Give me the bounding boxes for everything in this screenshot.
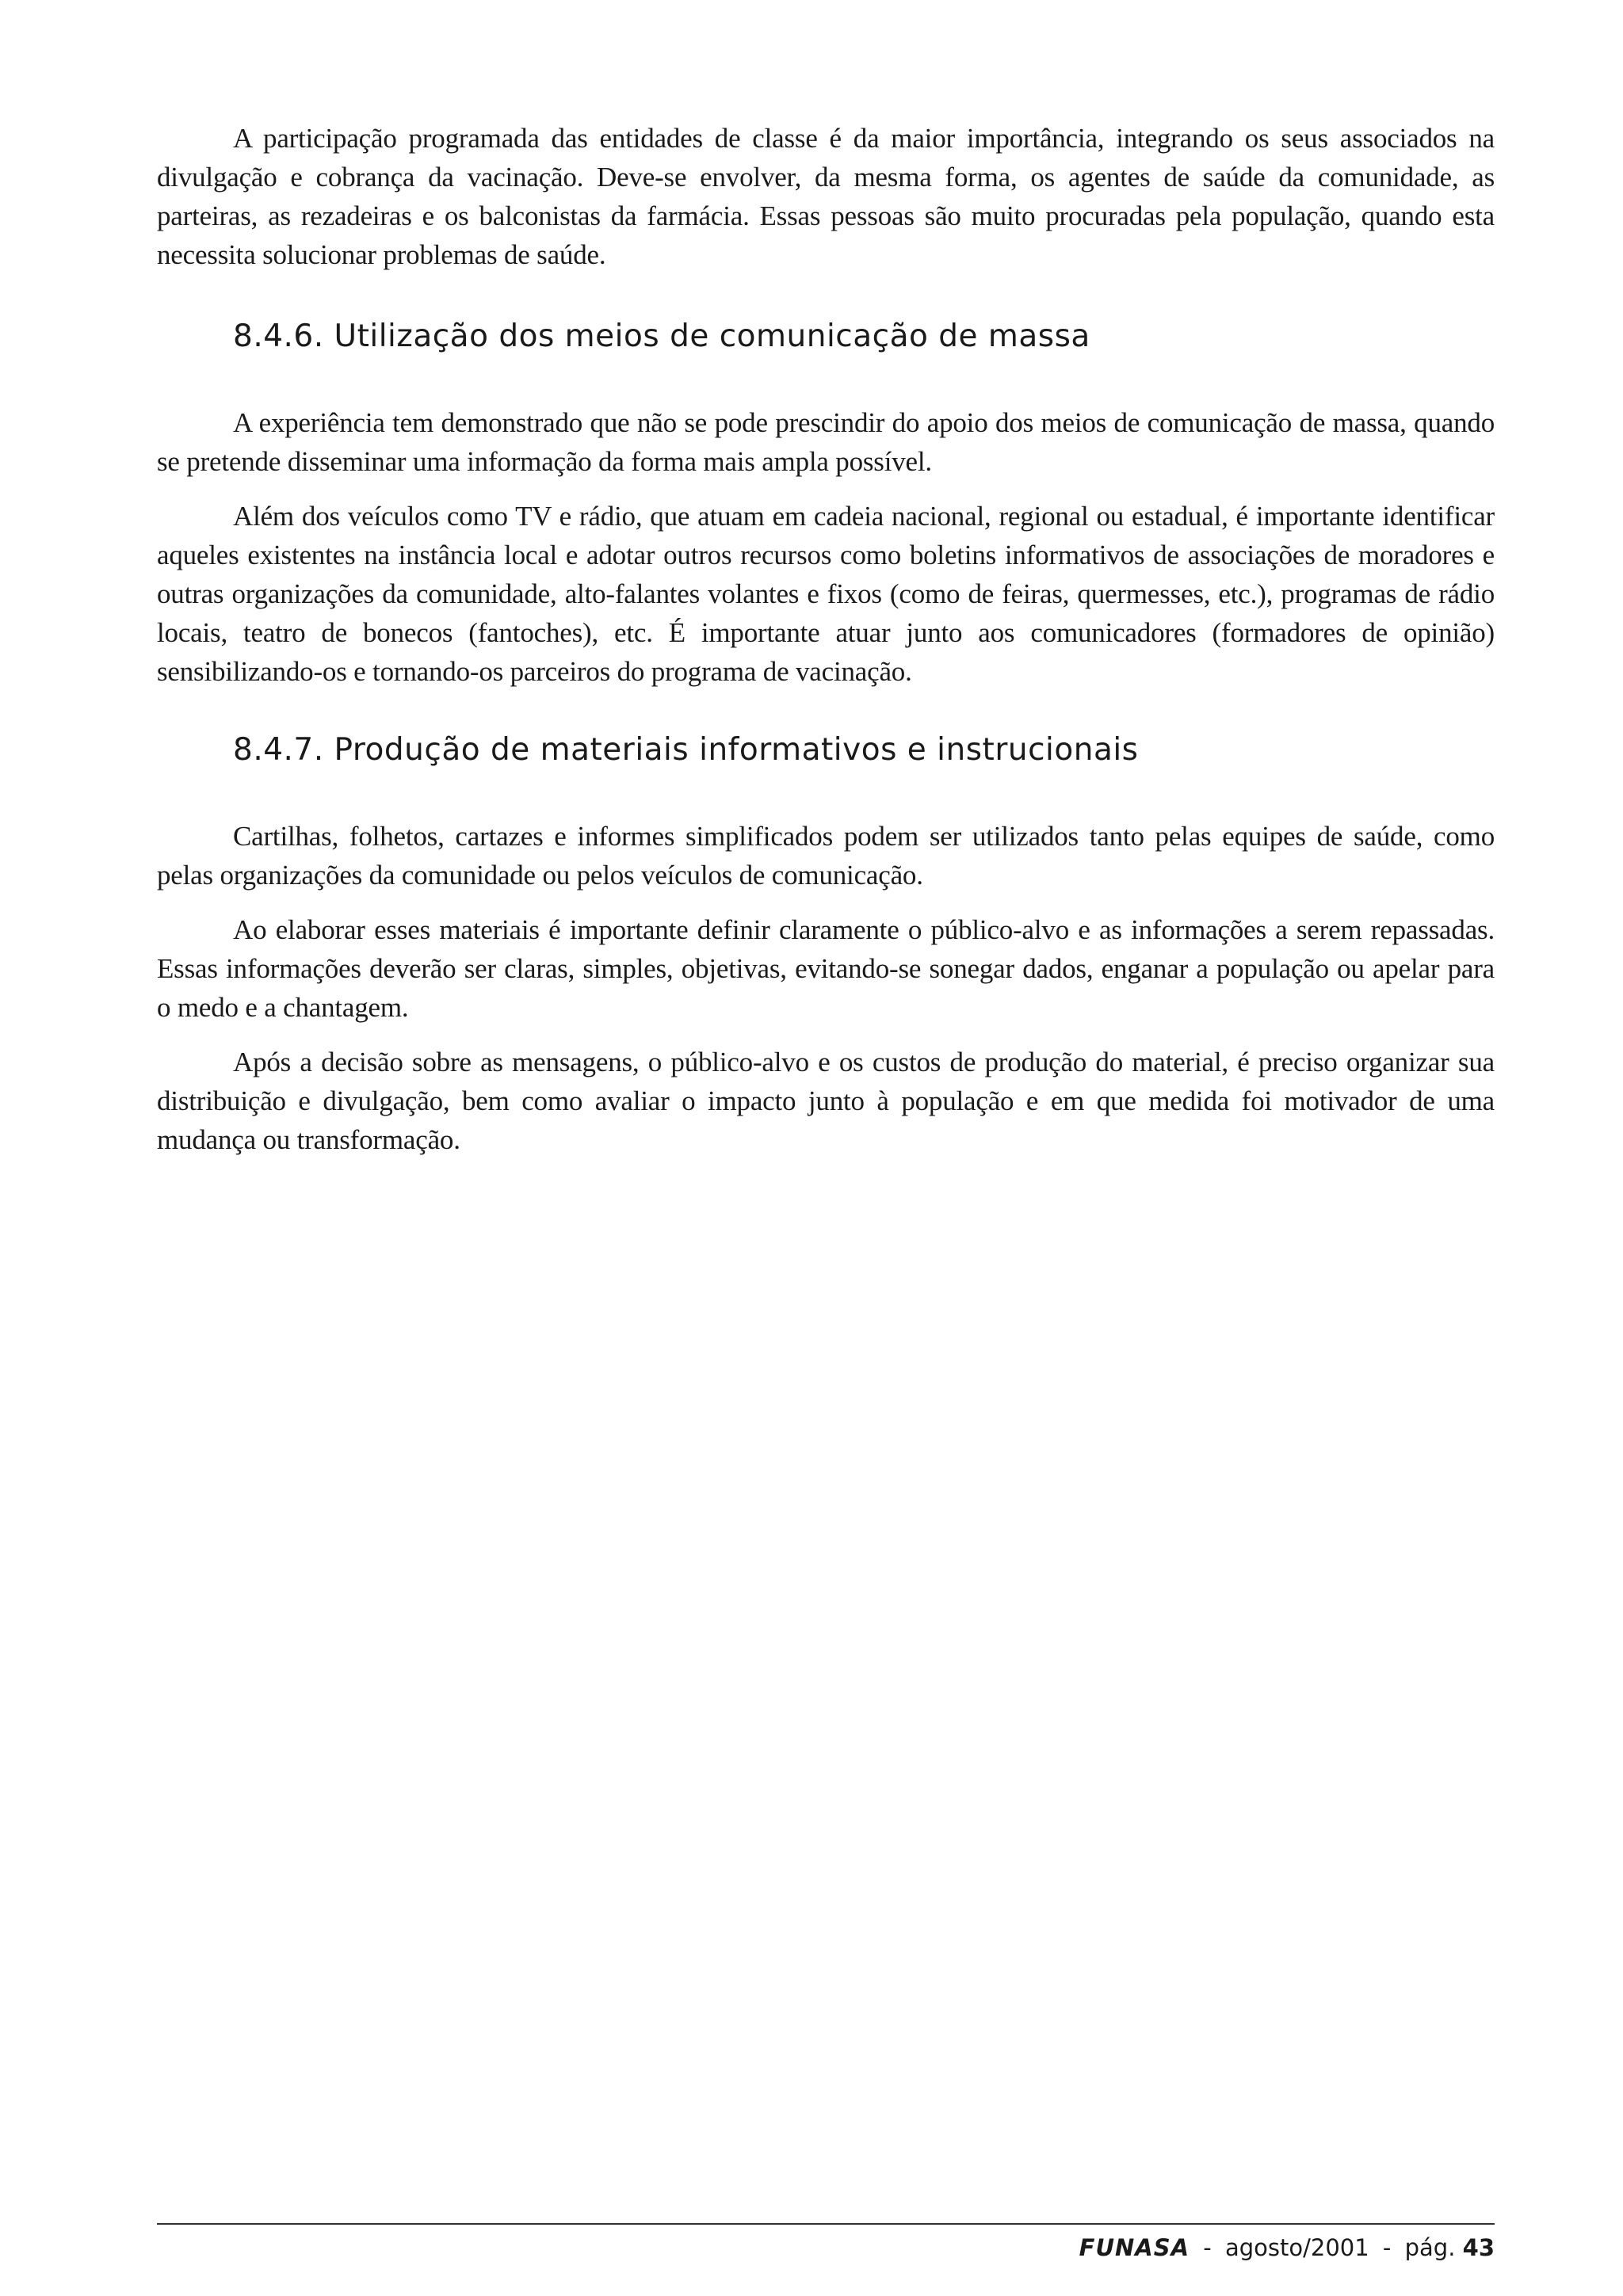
footer-divider bbox=[157, 2223, 1495, 2225]
footer-page-number: 43 bbox=[1462, 2234, 1495, 2261]
section-8-4-7-paragraph-1: Cartilhas, folhetos, cartazes e informes simplificados podem ser utilizados tanto pelas equipes de saúde, como pelas organizações da comunidade ou pelos veículos de comunicação. bbox=[157, 821, 1495, 891]
section-8-4-6-paragraph-2: Além dos veículos como TV e rádio, que atuam em cadeia nacional, regional ou estadual, é importante identificar aqueles existentes na instância local e adotar outros recursos como boletins informativos de associações de moradores e outras organizações da comunidade, alto-falantes volantes e fixos (como de feiras, quermesses, etc.), programas de rádio locais, teatro de bonecos (fantoches), etc. É importante atuar junto aos comunicadores (formadores de opinião) sensibilizando-os e tornando-os parceiros do programa de vacinação. bbox=[157, 501, 1495, 687]
section-8-4-6-paragraph-1: A experiência tem demonstrado que não se pode prescindir do apoio dos meios de comunicação de massa, quando se pretende disseminar uma informação da forma mais ampla possível. bbox=[157, 407, 1495, 477]
section-8-4-7-paragraph-2: Ao elaborar esses materiais é importante definir claramente o público-alvo e as informações a serem repassadas. Essas informações deverão ser claras, simples, objetivas, evitando-se sonegar dados, enganar a população ou apelar para o medo e a chantagem. bbox=[157, 914, 1495, 1023]
section-8-4-7-paragraph-3: Após a decisão sobre as mensagens, o público-alvo e os custos de produção do material, é preciso organizar sua distribuição e divulgação, bem como avaliar o impacto junto à população e em que medida foi motivador de uma mudança ou transformação. bbox=[157, 1047, 1495, 1155]
footer-page-label: pág. bbox=[1404, 2234, 1456, 2261]
footer-brand: FUNASA bbox=[1079, 2234, 1190, 2261]
footer-separator: - bbox=[1382, 2234, 1392, 2261]
intro-paragraph: A participação programada das entidades de classe é da maior importância, integrando os seus associados na divulgação e cobrança da vacinação. Deve-se envolver, da mesma forma, os agentes de saúde da comunidade, as parteiras, as rezadeiras e os balconistas da farmácia. Essas pessoas são muito procuradas pela população, quando esta necessita solucionar problemas de saúde. bbox=[157, 123, 1495, 270]
section-heading-8-4-7: 8.4.7. Produção de materiais informativos e instrucionais bbox=[233, 732, 1139, 768]
footer-separator: - bbox=[1203, 2234, 1212, 2261]
footer-date: agosto/2001 bbox=[1224, 2234, 1369, 2261]
document-page bbox=[157, 119, 1495, 1175]
page-footer bbox=[1079, 2234, 1495, 2261]
section-heading-8-4-6: 8.4.6. Utilização dos meios de comunicação de massa bbox=[233, 318, 1090, 354]
